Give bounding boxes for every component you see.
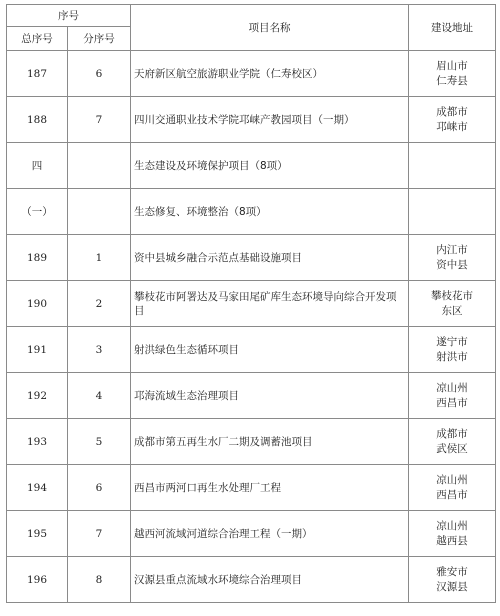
project-name-cell: 西昌市两河口再生水处理厂工程 <box>131 465 409 511</box>
location-city: 雅安市 <box>436 565 468 578</box>
location-city: 成都市 <box>436 105 468 118</box>
location-cell <box>409 189 496 235</box>
location-city: 内江市 <box>436 243 468 256</box>
total-serial-header: 总序号 <box>7 27 68 51</box>
table-row <box>7 419 496 465</box>
table-row <box>7 51 496 97</box>
location-county: 越西县 <box>436 534 468 547</box>
location-cell <box>409 235 496 281</box>
sub-serial-cell: 8 <box>68 557 131 603</box>
sub-serial-cell: 5 <box>68 419 131 465</box>
sub-serial-cell: 7 <box>68 97 131 143</box>
total-serial-cell: 187 <box>7 51 68 97</box>
location-county: 东区 <box>441 304 463 317</box>
location-cell <box>409 51 496 97</box>
location-county: 汉源县 <box>436 580 468 593</box>
sub-serial-header: 分序号 <box>68 27 131 51</box>
project-name-cell: 生态建设及环境保护项目（8项） <box>131 143 409 189</box>
location-county: 邛崃市 <box>436 120 468 133</box>
table-row <box>7 281 496 327</box>
table-row <box>7 557 496 603</box>
project-name-cell: 邛海流域生态治理项目 <box>131 373 409 419</box>
project-name-cell: 天府新区航空旅游职业学院（仁寿校区） <box>131 51 409 97</box>
location-cell <box>409 511 496 557</box>
table-row <box>7 373 496 419</box>
project-name-cell: 四川交通职业技术学院邛崃产教园项目（一期） <box>131 97 409 143</box>
sub-serial-cell: 7 <box>68 511 131 557</box>
total-serial-cell: 191 <box>7 327 68 373</box>
sub-serial-cell <box>68 143 131 189</box>
table-row <box>7 143 496 189</box>
location-cell <box>409 419 496 465</box>
location-cell <box>409 373 496 419</box>
project-name-cell: 成都市第五再生水厂二期及调蓄池项目 <box>131 419 409 465</box>
sub-serial-cell <box>68 189 131 235</box>
location-cell <box>409 143 496 189</box>
location-county: 西昌市 <box>436 396 468 409</box>
location-city: 凉山州 <box>436 381 468 394</box>
total-serial-cell: 189 <box>7 235 68 281</box>
table-row <box>7 97 496 143</box>
project-name-cell: 资中县城乡融合示范点基础设施项目 <box>131 235 409 281</box>
project-name-cell: 攀枝花市阿署达及马家田尾矿库生态环境导向综合开发项目 <box>131 281 409 327</box>
location-city: 成都市 <box>436 427 468 440</box>
table-header <box>7 5 496 51</box>
location-cell <box>409 557 496 603</box>
sub-serial-cell: 1 <box>68 235 131 281</box>
location-header: 建设地址 <box>409 5 496 51</box>
location-cell <box>409 97 496 143</box>
project-name-cell: 生态修复、环境整治（8项） <box>131 189 409 235</box>
table-row <box>7 235 496 281</box>
location-cell <box>409 281 496 327</box>
table-row <box>7 189 496 235</box>
location-city: 凉山州 <box>436 473 468 486</box>
sub-serial-cell: 3 <box>68 327 131 373</box>
total-serial-cell: 192 <box>7 373 68 419</box>
total-serial-cell: 193 <box>7 419 68 465</box>
location-city: 攀枝花市 <box>431 289 473 302</box>
table-body <box>7 51 496 603</box>
total-serial-cell: 190 <box>7 281 68 327</box>
location-county: 西昌市 <box>436 488 468 501</box>
total-serial-cell: 194 <box>7 465 68 511</box>
project-name-header: 项目名称 <box>131 5 409 51</box>
location-city: 凉山州 <box>436 519 468 532</box>
project-table <box>6 4 496 603</box>
location-city: 遂宁市 <box>436 335 468 348</box>
location-county: 仁寿县 <box>436 74 468 87</box>
sub-serial-cell: 6 <box>68 51 131 97</box>
location-cell <box>409 327 496 373</box>
project-name-cell: 射洪绿色生态循环项目 <box>131 327 409 373</box>
table-row <box>7 327 496 373</box>
sub-serial-cell: 4 <box>68 373 131 419</box>
table-row <box>7 465 496 511</box>
total-serial-cell: 196 <box>7 557 68 603</box>
total-serial-cell: 四 <box>7 143 68 189</box>
location-county: 武侯区 <box>436 442 468 455</box>
total-serial-cell: 188 <box>7 97 68 143</box>
project-name-cell: 汉源县重点流域水环境综合治理项目 <box>131 557 409 603</box>
total-serial-cell: （一） <box>7 189 68 235</box>
table-row <box>7 511 496 557</box>
location-county: 资中县 <box>436 258 468 271</box>
sub-serial-cell: 2 <box>68 281 131 327</box>
total-serial-cell: 195 <box>7 511 68 557</box>
project-name-cell: 越西河流域河道综合治理工程（一期） <box>131 511 409 557</box>
location-cell <box>409 465 496 511</box>
location-city: 眉山市 <box>436 59 468 72</box>
sub-serial-cell: 6 <box>68 465 131 511</box>
location-county: 射洪市 <box>436 350 468 363</box>
serial-group-header: 序号 <box>7 5 131 27</box>
